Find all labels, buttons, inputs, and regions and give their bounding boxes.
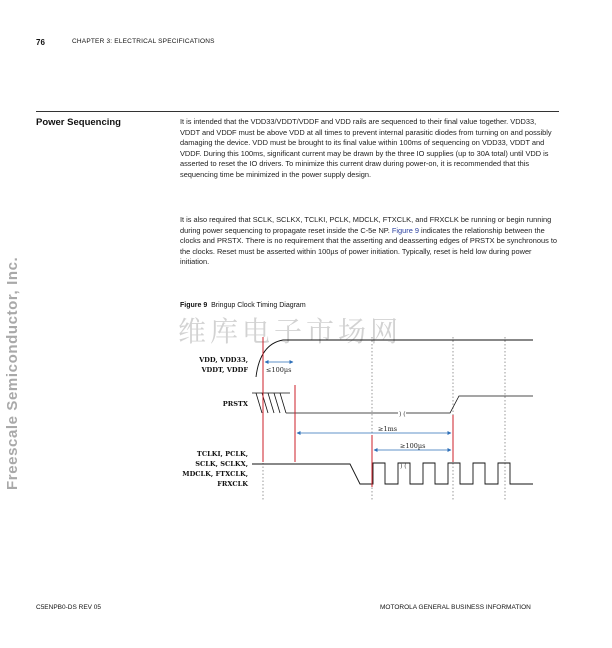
signal-label-clocks-2: SCLK, SCLKX,: [195, 460, 248, 468]
paragraph-text-part2: indicates the relationship between the clocks and PRSTX. There is no requirement that the asserting and deasserting edges of PRSTX be synchronous to the clocks. Reset must be asserted within 100µs of power initiation. Typically, reset is held low during power initiation.: [180, 225, 557, 267]
timing-diagram: [160, 325, 540, 500]
section-title: Power Sequencing: [36, 117, 121, 128]
sidebar-vendor-text: Freescale Semiconductor, Inc.: [4, 256, 21, 490]
reset-break-mark: ) (: [399, 411, 406, 418]
clock-break-mark: ) (: [400, 463, 407, 470]
signal-label-clocks-1: TCLKI, PCLK,: [196, 450, 248, 458]
label-le-100us: ≤100µs: [266, 366, 292, 374]
clock-waveform: [252, 463, 533, 484]
signal-label-clocks-3: MDCLK, FTXCLK,: [182, 470, 248, 478]
chapter-heading: CHAPTER 3: ELECTRICAL SPECIFICATIONS: [72, 38, 215, 45]
reset-waveform: [252, 393, 533, 413]
figure-label: Figure 9: [180, 302, 208, 309]
section-divider: [36, 111, 559, 112]
label-ge-100us: ≥100µs: [400, 442, 426, 450]
figure-9-link[interactable]: Figure 9: [391, 225, 419, 235]
paragraph-clock-requirements: [180, 215, 558, 268]
signal-label-power-1: VDD, VDD33,: [199, 356, 248, 364]
figure-caption: [180, 302, 306, 309]
watermark: 维库电子市场网: [178, 315, 403, 348]
paragraph-text-part1: It is also required that SCLK, SCLKX, TCLKI, PCLK, MDCLK, FTXCLK, and FRXCLK be running or begin running during power sequencing to propagate reset inside the C-5e NP.: [180, 215, 552, 235]
label-ge-1ms: ≥1ms: [378, 425, 398, 433]
figure-title: Bringup Clock Timing Diagram: [211, 302, 306, 309]
signal-label-power-2: VDDT, VDDF: [201, 366, 248, 374]
signal-label-clocks-4: FRXCLK: [217, 480, 248, 488]
power-waveform: [256, 340, 533, 377]
signal-label-reset: PRSTX: [222, 400, 248, 408]
paragraph-power-sequencing: It is intended that the VDD33/VDDT/VDDF and VDD rails are sequenced to their final value together. VDD33, VDDT and VDDF must be above VDD at all times to prevent internal parasitic diodes from turning on and possibly damaging the device. VDD must be brought to its final value within 100ms of sequencing on VDD33, VDDT and VDDF. During this 100ms, significant current may be drawn by the three IO supplies (up to 30A total) until VDD is asserted to reset the IO drivers. To minimize this current draw during power-on, it is recommended that this sequencing time be minimized in the power supply design.: [180, 117, 552, 179]
page-number: 76: [36, 38, 45, 47]
footer-classification: MOTOROLA GENERAL BUSINESS INFORMATION: [380, 604, 531, 611]
footer-doc-id: C5ENPB0-DS REV 05: [36, 604, 102, 611]
